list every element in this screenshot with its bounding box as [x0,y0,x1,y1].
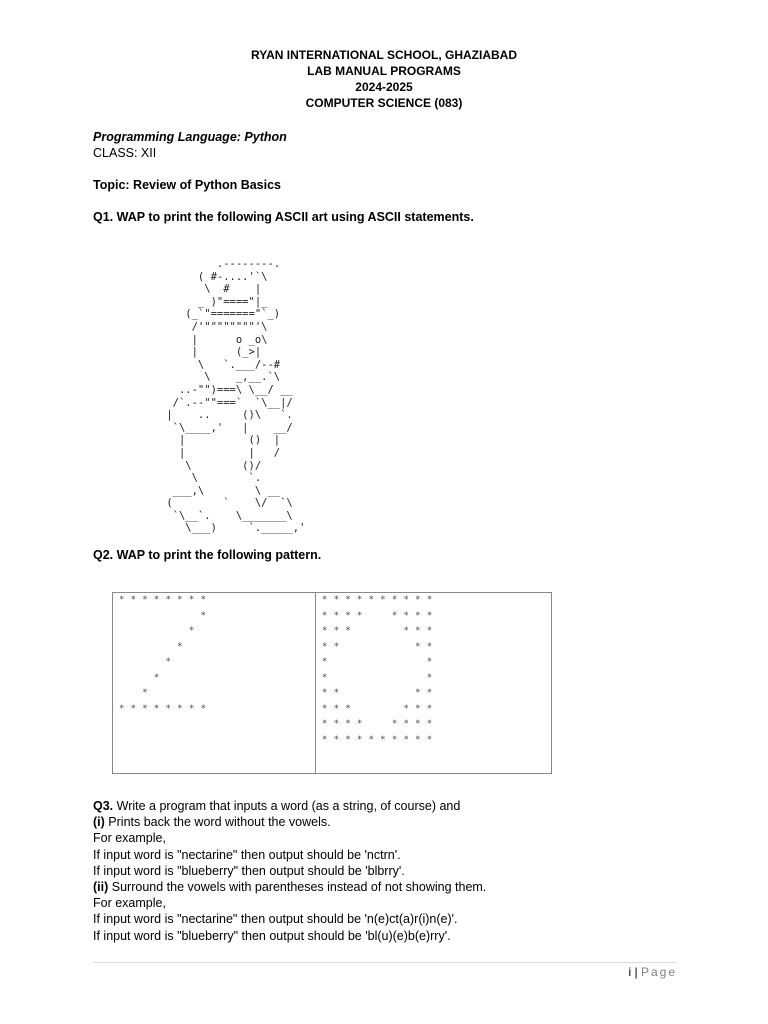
q3-example-label-2: For example, [93,896,166,911]
question-3 [93,798,693,944]
pattern-row: * * * * * * * * [322,719,433,729]
pattern-row: * [119,657,172,667]
class-label: CLASS: XII [93,146,157,160]
document-header [0,47,768,111]
subject-name: COMPUTER SCIENCE (083) [305,96,463,110]
page-number: i [628,965,632,979]
q3-part-1-label: (i) [93,815,105,830]
q3-part-1 [93,814,693,830]
q3-example-3: If input word is "nectarine" then output should be 'n(e)ct(a)r(i)n(e)'. [93,912,458,927]
manual-title: LAB MANUAL PROGRAMS [307,64,461,78]
pattern-row: * * [322,657,433,667]
course-info [93,129,693,161]
page-word: Page [640,965,677,979]
ascii-art-figure: .--------. ( #-....'`\ \ # | _ )"===="|_ (_`"======="`_) /'""""""""'\ | o _o\ | (_>| \ `.___/--# \ _,__.`\ ..-"")===\ \__/ __ /`.--""===` `\__|/ | .. ()\ `. `\____,' | __/ | () | | | / \ ()/ \ `. ___,\ \ __ ( ` \/ `\ `\__`. \_______\ \___) `._____,' [166,258,306,535]
pattern-row: * [119,672,160,683]
q3-example-label-1: For example, [93,831,166,846]
pattern-row: * [119,610,207,621]
q3-example-4: If input word is "blueberry" then output should be 'bl(u)(e)b(e)rry'. [93,928,451,943]
q3-part-1-text: Prints back the word without the vowels. [104,815,331,830]
footer-divider [93,962,677,963]
pattern-table [112,592,552,774]
pattern-row: * * * * * * [322,626,433,636]
pattern-row: * * * * * * * * [119,595,207,605]
question-1: Q1. WAP to print the following ASCII art using ASCII statements. [93,210,474,224]
pattern-row: * * * * * * * * [119,703,207,714]
footer-separator: | [631,965,641,979]
pattern-row: * [119,626,195,636]
pattern-row: * * * * [322,688,433,698]
pattern-row: * * * * [322,641,433,652]
pattern-row: * * * * * * * * * * [322,595,433,605]
q3-label: Q3. [93,799,114,813]
q3-part-2 [93,879,693,895]
topic-heading: Topic: Review of Python Basics [93,178,282,192]
programming-language: Programming Language: Python [93,130,287,144]
pattern-row: * * * * * * * * [322,610,433,621]
pattern-row: * [119,641,184,652]
pattern-cell-left [113,593,316,773]
q3-intro [93,798,693,814]
q3-part-2-label: (ii) [93,880,109,895]
page-footer [629,965,678,979]
q3-example-1: If input word is "nectarine" then output should be 'nctrn'. [93,847,401,862]
school-name: RYAN INTERNATIONAL SCHOOL, GHAZIABAD [250,48,517,62]
pattern-row: * * * * * * [322,703,433,714]
academic-year: 2024-2025 [355,80,413,94]
q3-intro-text: Write a program that inputs a word (as a string, of course) and [113,799,461,813]
question-2: Q2. WAP to print the following pattern. [93,548,322,562]
pattern-row: * * * * * * * * * * [322,734,433,745]
pattern-cell-right [316,593,551,773]
pattern-row: * * [322,672,433,683]
q3-part-2-text: Surround the vowels with parentheses instead of not showing them. [108,880,487,895]
pattern-row: * [119,688,149,698]
q3-example-2: If input word is "blueberry" then output should be 'blbrry'. [93,863,405,878]
